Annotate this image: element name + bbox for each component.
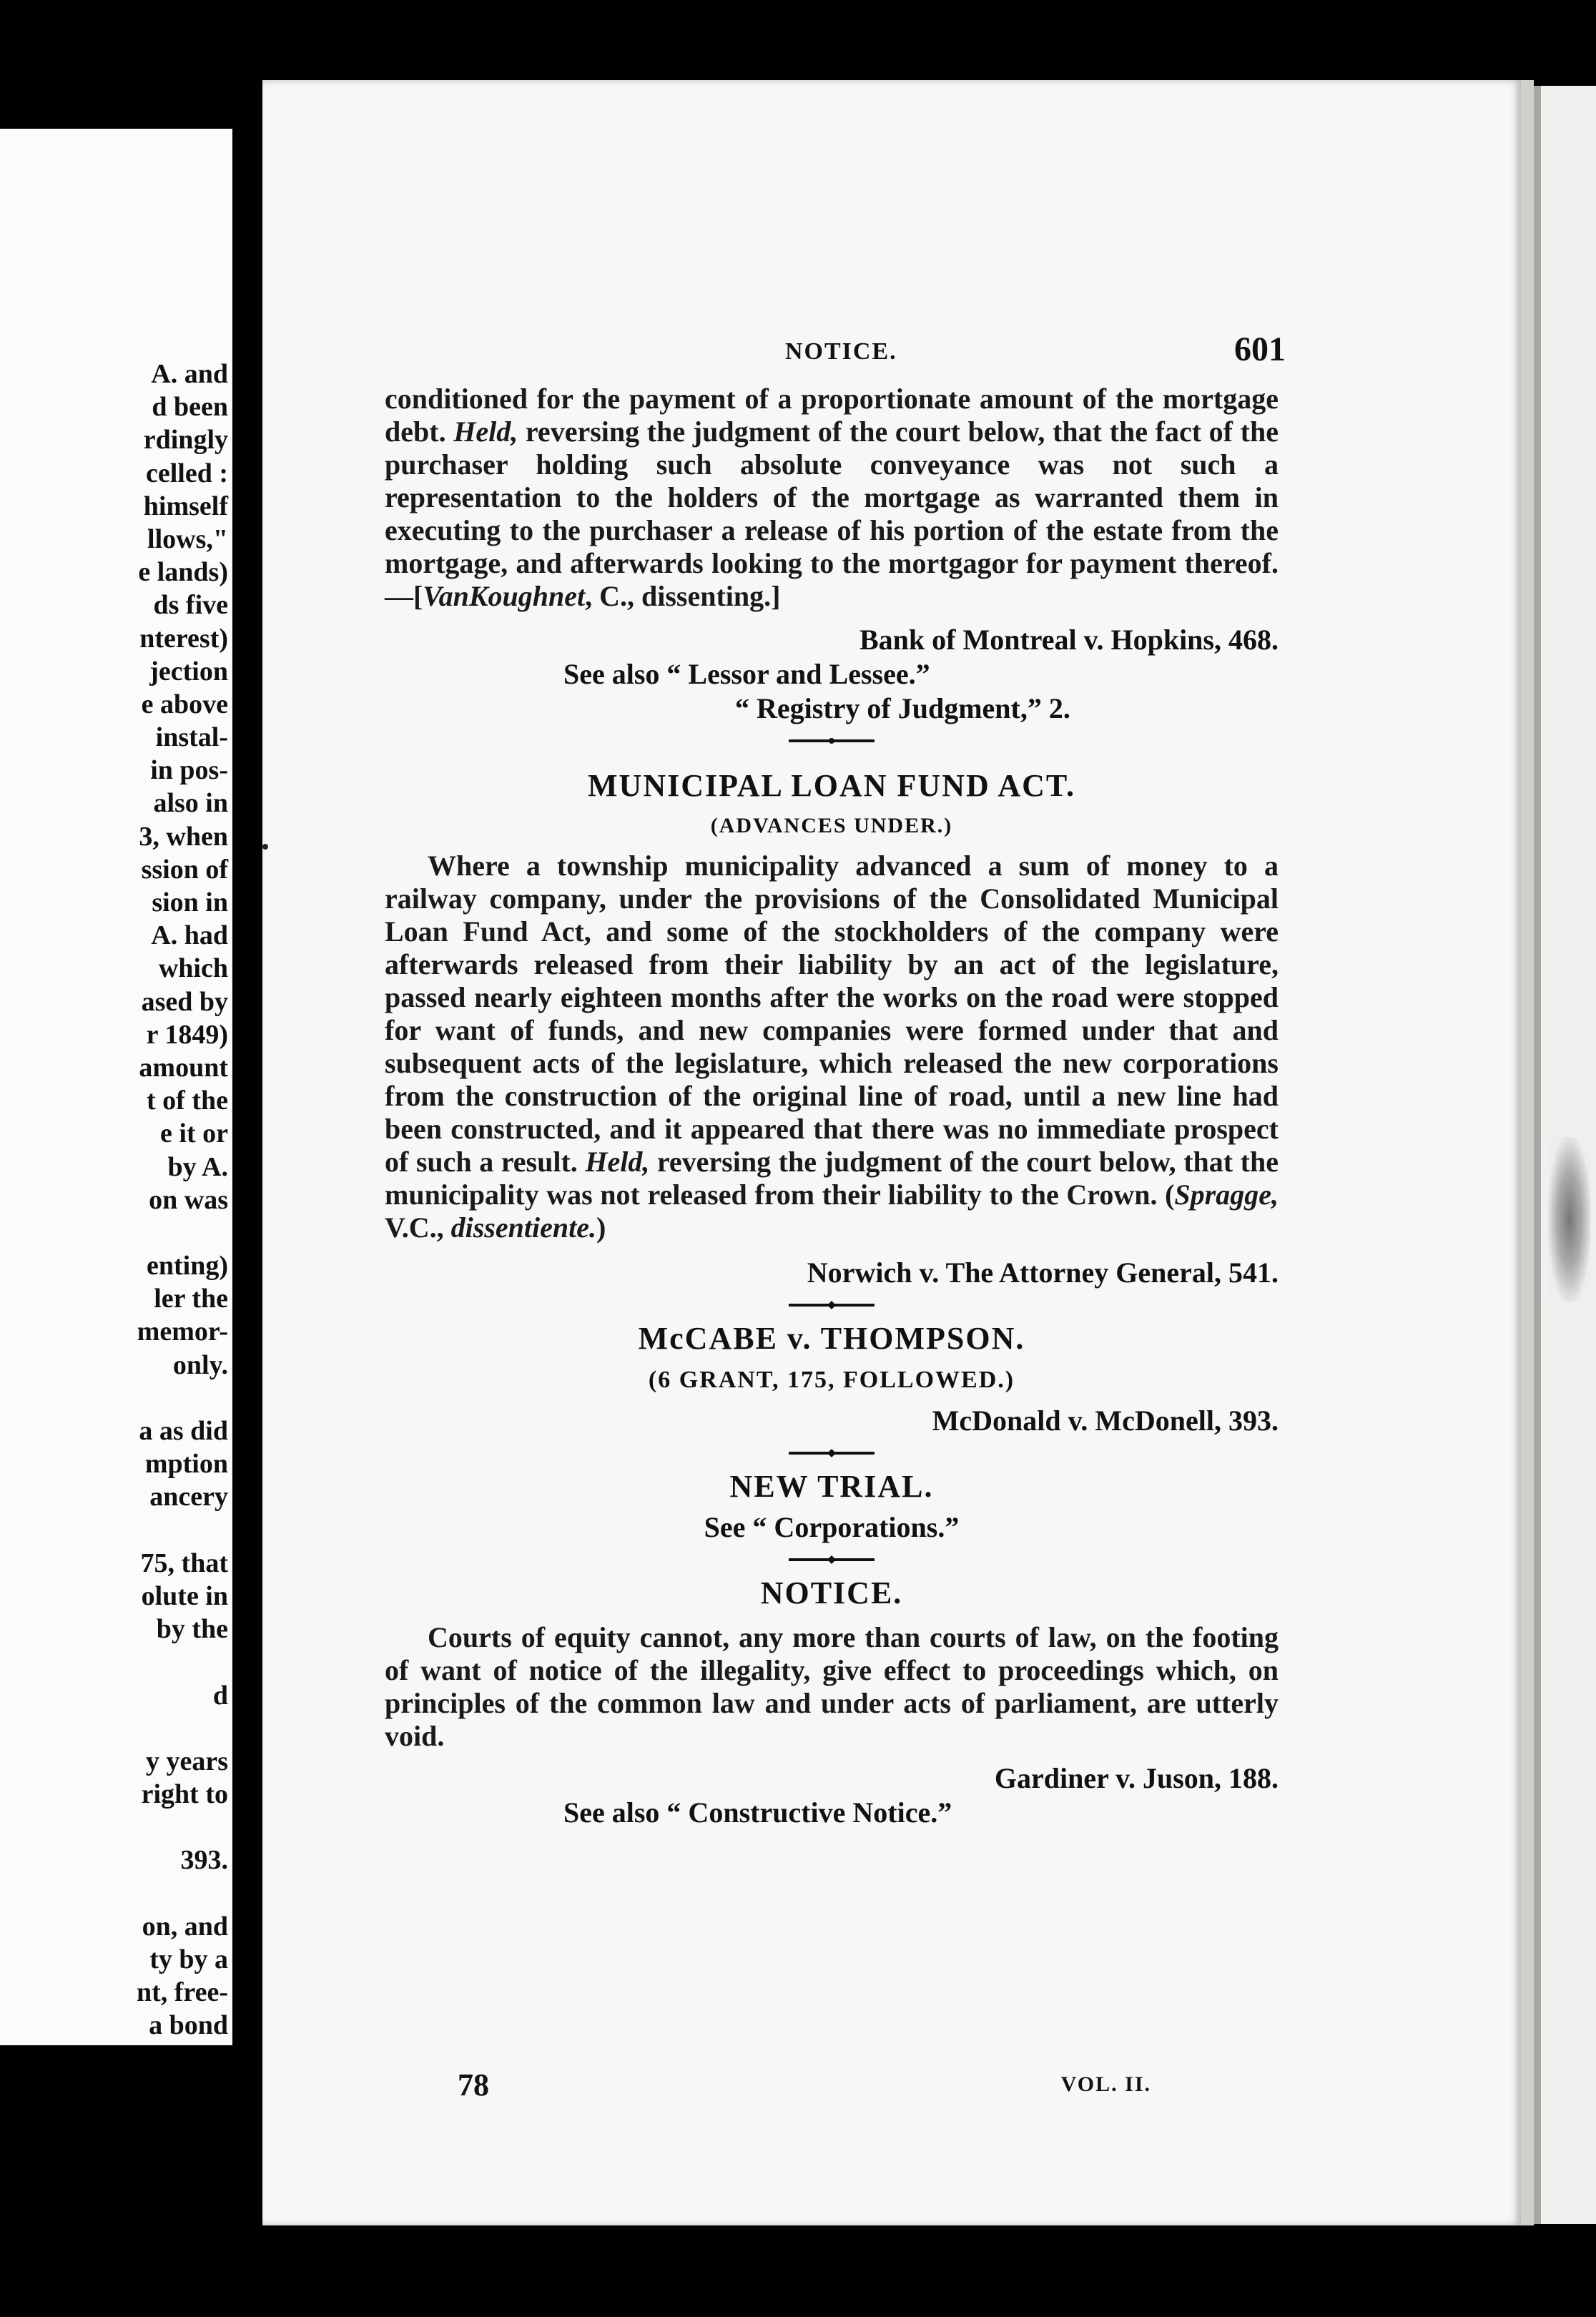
- left-page-text-fragments: [0, 358, 228, 2042]
- left-page-line: only.: [172, 1349, 228, 1380]
- section-divider: [789, 1300, 875, 1310]
- left-page-line: ds five: [153, 590, 228, 621]
- page-footer: [458, 2067, 1151, 2110]
- page-number: 601: [1234, 330, 1286, 368]
- left-page-line: nt, free-: [136, 1977, 228, 2008]
- left-page-line: nterest): [139, 623, 228, 654]
- held-word: Held,: [453, 415, 518, 448]
- page-edge: [1521, 80, 1534, 2225]
- dissent-rest-2: V.C.,: [385, 1211, 451, 1244]
- new-trial-section-title: NEW TRIAL.: [729, 1469, 934, 1504]
- signature-mark: 78: [458, 2067, 489, 2102]
- left-page-line: d: [212, 1680, 228, 1711]
- see-also-constructive-notice: See also “ Constructive Notice.”: [563, 1796, 952, 1829]
- left-page-line: A. and: [151, 359, 228, 389]
- book-gutter: [232, 0, 262, 2317]
- left-page-line: also in: [153, 788, 228, 819]
- left-page-line: 3, when: [139, 821, 228, 852]
- mccabe-section-subtitle: (6 GRANT, 175, FOLLOWED.): [648, 1367, 1015, 1393]
- left-page-line: jection: [149, 656, 228, 687]
- left-page-line: right to: [141, 1779, 228, 1810]
- left-page-line: ased by: [141, 986, 228, 1017]
- dissent-rest: , C., dissenting.]: [585, 580, 781, 612]
- left-page-line: in pos-: [150, 755, 228, 786]
- left-page-line: t of the: [147, 1086, 228, 1116]
- left-page-line: e it or: [160, 1118, 228, 1149]
- municipal-text-before: Where a township municipality advanced a sum of money to a railway company, under the provisions of the Consolidated Municipal Loan Fund Act, and some of the stockholders of the company were afterwards released from their liability by an act of the legislature, passed nearly eighteen months after the works on the road were stopped for want of funds, and new companies were formed under that and subsequent acts of the legislature, which released the new corporations from the construction of the original line of road, until a new line had been constructed, and it appeared that there was no immediate prospect of such a result.: [385, 850, 1279, 1178]
- scan-blot: [1548, 1137, 1591, 1302]
- left-page-line: celled :: [145, 458, 228, 488]
- see-corporations: See “ Corporations.”: [704, 1511, 960, 1543]
- volume-label: VOL. II.: [1060, 2072, 1151, 2096]
- left-page-line: ssion of: [141, 854, 228, 885]
- left-page-line: by A.: [167, 1151, 228, 1182]
- running-head: NOTICE.: [785, 338, 897, 365]
- left-page-line: e lands): [138, 557, 228, 588]
- intro-text-before: conditioned for the payment of a proportionate amount of the mortgage debt.: [385, 383, 1279, 448]
- left-page-line: rdingly: [143, 425, 228, 456]
- right-margin-background: [1541, 86, 1596, 2224]
- notice-section-title: NOTICE.: [760, 1575, 903, 1610]
- case-citation-bank-of-montreal: Bank of Montreal v. Hopkins, 468.: [859, 624, 1279, 656]
- mccabe-section-title: McCABE v. THOMPSON.: [638, 1321, 1025, 1356]
- section-divider: [789, 736, 875, 746]
- left-page-line: [0, 1514, 228, 1547]
- municipal-paragraph: [385, 850, 1279, 1244]
- left-page-line: himself: [143, 491, 228, 521]
- see-also-lessor: See also “ Lessor and Lessee.”: [563, 658, 930, 690]
- left-page-line: [0, 1216, 228, 1249]
- page-edge-shadow: [1534, 86, 1541, 2224]
- dissent-judge-name: VanKoughnet: [423, 580, 586, 612]
- see-also-registry: “ Registry of Judgment,” 2.: [735, 692, 1070, 724]
- left-page-line: A. had: [151, 920, 228, 951]
- left-page-line: 393.: [180, 1845, 228, 1876]
- left-page-line: e above: [141, 689, 228, 719]
- left-facing-page: [0, 129, 232, 2045]
- left-page-line: mption: [144, 1449, 228, 1480]
- section-divider: [789, 1448, 875, 1458]
- left-page-line: [0, 1645, 228, 1678]
- held-word-2: Held,: [585, 1146, 650, 1178]
- left-page-line: [0, 1877, 228, 1910]
- case-citation-mcdonald: McDonald v. McDonell, 393.: [932, 1405, 1279, 1437]
- left-page-line: 75, that: [140, 1548, 228, 1578]
- left-page-line: [0, 1811, 228, 1844]
- case-citation-gardiner: Gardiner v. Juson, 188.: [994, 1762, 1279, 1794]
- dissent-judge-name-2: Spragge,: [1174, 1179, 1279, 1211]
- left-page-line: on was: [149, 1184, 228, 1215]
- left-page-line: d been: [152, 392, 228, 423]
- scan-speck: [262, 844, 268, 850]
- left-page-line: r 1849): [146, 1019, 228, 1050]
- intro-paragraph: [385, 383, 1279, 613]
- left-page-line: instal-: [155, 722, 228, 753]
- page-content: [385, 325, 1286, 1830]
- left-page-line: a bond: [149, 2010, 228, 2041]
- left-page-line: amount: [139, 1052, 228, 1083]
- left-page-line: enting): [147, 1251, 228, 1282]
- left-page-line: ty by a: [149, 1944, 228, 1974]
- section-divider: [789, 1555, 875, 1565]
- left-page-line: [0, 1712, 228, 1745]
- notice-paragraph: Courts of equity cannot, any more than courts of law, on the footing of want of notice of the illegality, give effect to proceedings which, on principles of the common law and under acts of parliament, are utterly void.: [385, 1621, 1279, 1752]
- left-page-line: a as did: [139, 1416, 228, 1446]
- left-page-line: llows,": [147, 523, 228, 554]
- intro-text-after: reversing the judgment of the court below, that the fact of the purchaser holding such absolute conveyance was not such a representation to the holders of the mortgage as warranted them in executing to the purchaser a release of his portion of the estate from the mortgage, and afterwards looking to the mortgagor for payment thereof.—[: [385, 415, 1279, 612]
- left-page-line: olute in: [141, 1580, 228, 1611]
- municipal-section-subtitle: (ADVANCES UNDER.): [710, 814, 953, 837]
- municipal-section-title: MUNICIPAL LOAN FUND ACT.: [588, 768, 1075, 803]
- left-page-line: [0, 1382, 228, 1415]
- left-page-line: ancery: [149, 1482, 228, 1512]
- left-page-line: which: [158, 953, 228, 984]
- left-page-line: y years: [145, 1746, 228, 1776]
- left-page-line: by the: [156, 1614, 228, 1645]
- page-header: [385, 325, 1286, 383]
- left-page-line: ler the: [154, 1284, 228, 1314]
- left-page-line: memor-: [137, 1317, 228, 1347]
- municipal-text-after: reversing the judgment of the court below, that the municipality was not released from their liability to the Crown. (: [385, 1146, 1279, 1211]
- closing-paren: ): [596, 1211, 606, 1244]
- case-citation-norwich: Norwich v. The Attorney General, 541.: [807, 1256, 1279, 1289]
- left-page-line: sion in: [152, 887, 228, 918]
- left-page-line: on, and: [142, 1911, 228, 1942]
- dissentiente-word: dissentiente.: [450, 1211, 596, 1244]
